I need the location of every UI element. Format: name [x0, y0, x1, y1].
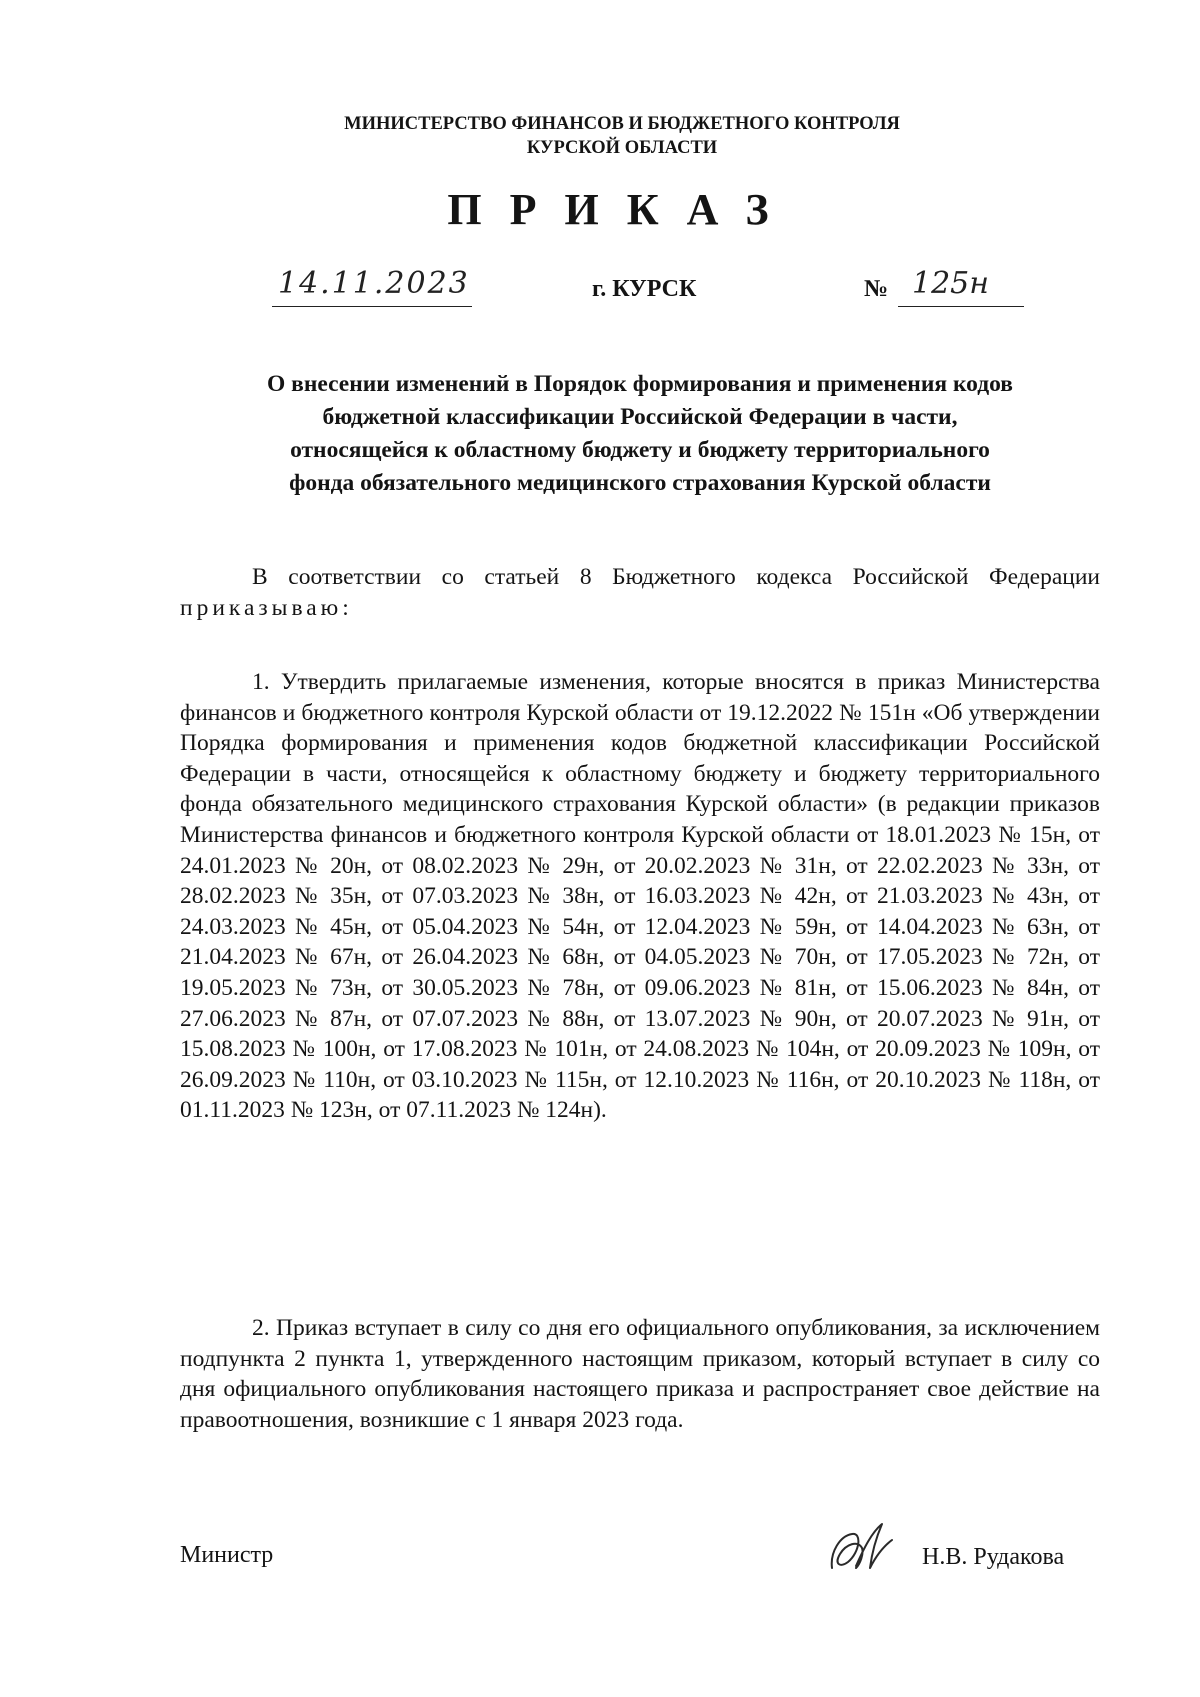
paragraph-1-text: 1. Утвердить прилагаемые изменения, которые вносятся в приказ Министерства финансов и бюджетного контроля Курской области от 19.12.2022 № 151н «Об утверждении Порядка формирования и применения кодов бюджетной классификации Российской Федерации в части, относящейся к областному бюджету и бюджету территориального фонда обязательного медицинского страхования Курской области» (в редакции приказов Министерства финансов и бюджетного контроля Курской области от 18.01.2023 № 15н, от 24.01.2023 № 20н, от 08.02.2023 № 29н, от 20.02.2023 № 31н, от 22.02.2023 № 33н, от 28.02.2023 № 35н, от 07.03.2023 № 38н, от 16.03.2023 № 42н, от 21.03.2023 № 43н, от 24.03.2023 № 45н, от 05.04.2023 № 54н, от 12.04.2023 № 59н, от 14.04.2023 № 63н, от 21.04.2023 № 67н, от 26.04.2023 № 68н, от 04.05.2023 № 70н, от 17.05.2023 № 72н, от 19.05.2023 № 73н, от 30.05.2023 № 78н, от 09.06.2023 № 81н, от 15.06.2023 № 84н, от 27.06.2023 № 87н, от 07.07.2023 № 88н, от 13.07.2023 № 90н, от 20.07.2023 № 91н, от 15.08.2023 № 100н, от 17.08.2023 № 101н, от 24.08.2023 № 104н, от 20.09.2023 № 109н, от 26.09.2023 № 110н, от 03.10.2023 № 115н, от 12.10.2023 № 116н, от 20.10.2023 № 118н, от 01.11.2023 № 123н, от 07.11.2023 № 124н).	[180, 669, 1100, 1124]
number-underline	[898, 306, 1024, 307]
order-number: 125н	[912, 266, 990, 301]
ministry-name-line2: КУРСКОЙ ОБЛАСТИ	[526, 138, 718, 158]
document-type-title: ПРИКАЗ	[447, 185, 797, 234]
signer-name: Н.В. Рудакова	[922, 1544, 1065, 1570]
signer-title: Министр	[180, 1542, 274, 1568]
preamble-text: В соответствии со статьей 8 Бюджетного кодекса Российской Федерации	[252, 564, 1100, 590]
order-subject	[180, 368, 1100, 500]
paragraph-2	[180, 1313, 1100, 1435]
subject-line: О внесении изменений в Порядок формирования и применения кодов	[266, 371, 1014, 397]
order-date: 14.11.2023	[278, 266, 470, 301]
date-underline	[272, 306, 472, 307]
city-label: г. КУРСК	[592, 276, 697, 302]
order-number-field	[864, 266, 1024, 314]
subject-line: относящейся к областному бюджету и бюджету территориального	[290, 437, 990, 463]
preamble-paragraph	[180, 562, 1100, 623]
paragraph-1	[180, 667, 1100, 1126]
subject-line: фонда обязательного медицинского страхования Курской области	[289, 470, 991, 496]
ministry-header	[0, 112, 1200, 160]
number-sign: №	[864, 276, 889, 302]
paragraph-2-text: 2. Приказ вступает в силу со дня его официального опубликования, за исключением подпункта 2 пункта 1, утвержденного настоящим приказом, который вступает в силу со дня официального опубликования настоящего приказа и распространяет свое действие на правоотношения, возникшие с 1 января 2023 года.	[180, 1315, 1100, 1433]
handwritten-signature-icon	[826, 1518, 898, 1578]
subject-line: бюджетной классификации Российской Федерации в части,	[322, 404, 958, 430]
command-word: приказываю:	[180, 594, 353, 621]
order-date-field	[272, 266, 472, 314]
ministry-name-line1: МИНИСТЕРСТВО ФИНАНСОВ И БЮДЖЕТНОГО КОНТРОЛЯ	[344, 114, 900, 134]
